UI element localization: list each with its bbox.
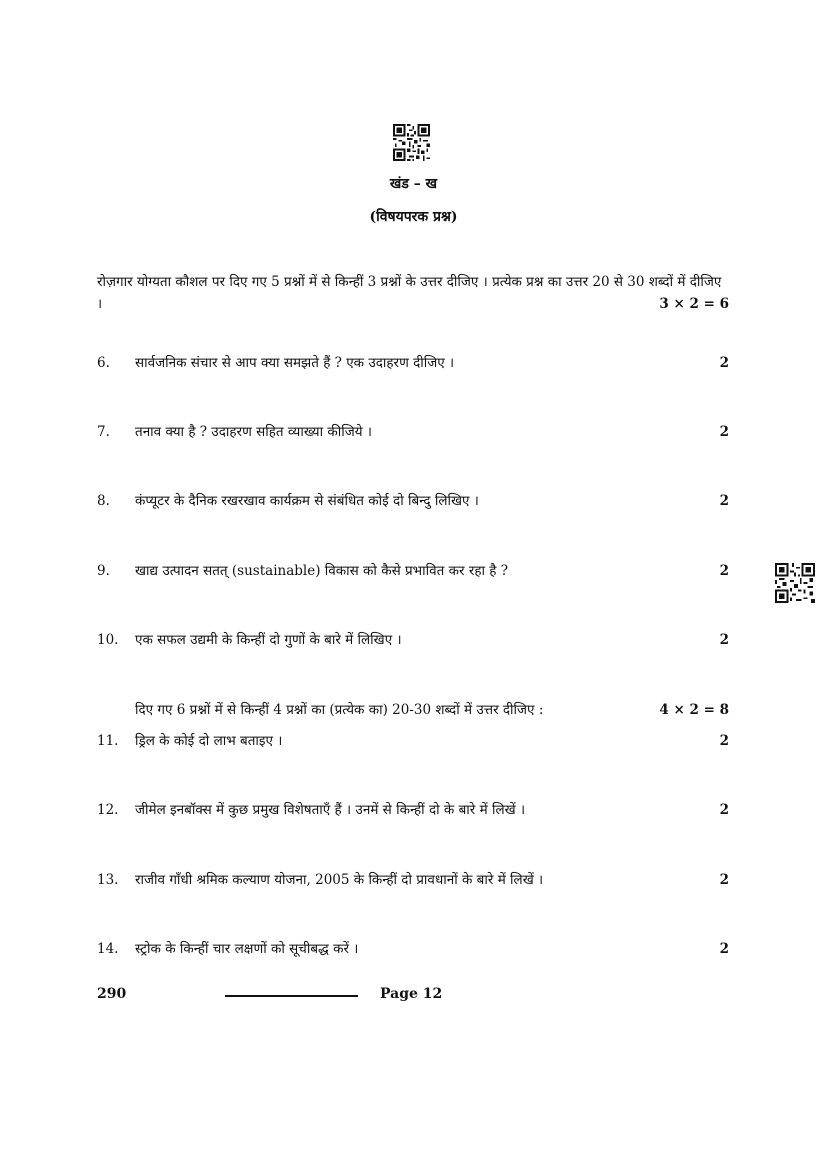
question-marks: 2: [719, 355, 729, 371]
question-number: 7.: [97, 424, 110, 440]
question-item: [97, 870, 729, 890]
question-number: 11.: [97, 733, 119, 749]
question-text: स्ट्रोक के किन्हीं चार लक्षणों को सूचीबद्ध करें ।: [135, 941, 359, 957]
question-text: कंप्यूटर के दैनिक रखरखाव कार्यक्रम से संबंधित कोई दो बिन्दु लिखिए ।: [135, 493, 479, 509]
question-item: [97, 731, 729, 751]
instruction-marks: 4 × 2 = 8: [659, 702, 729, 718]
question-number: 13.: [97, 872, 119, 888]
question-marks: 2: [719, 733, 729, 749]
question-marks: 2: [719, 493, 729, 509]
question-item: [97, 939, 729, 959]
question-number: 10.: [97, 632, 119, 648]
question-marks: 2: [719, 563, 729, 579]
instruction-text: रोज़गार योग्यता कौशल पर दिए गए 5 प्रश्नों में से किन्हीं 3 प्रश्नों के उत्तर दीजिए । प्रत्येक प्रश्न का उत्तर 20 से 30 शब्दों में दीजिए ।: [97, 274, 722, 312]
qr-code-icon: [775, 563, 815, 603]
question-text: सार्वजनिक संचार से आप क्या समझते हैं ? एक उदाहरण दीजिए ।: [135, 355, 455, 371]
question-text: एक सफल उद्यमी के किन्हीं दो गुणों के बारे में लिखिए ।: [135, 632, 402, 648]
question-number: 12.: [97, 802, 119, 818]
question-marks: 2: [719, 941, 729, 957]
question-item: [97, 561, 729, 581]
question-marks: 2: [719, 424, 729, 440]
question-number: 9.: [97, 563, 110, 579]
section-instruction: [135, 700, 729, 720]
qr-code-icon: [393, 124, 430, 161]
paper-code: 290: [97, 986, 127, 1002]
question-text: खाद्य उत्पादन सतत् (sustainable) विकास को कैसे प्रभावित कर रहा है ?: [135, 563, 508, 579]
question-item: [97, 800, 729, 820]
instruction-marks: 3 × 2 = 6: [659, 296, 729, 312]
page-number: Page 12: [380, 986, 443, 1002]
question-marks: 2: [719, 802, 729, 818]
question-number: 6.: [97, 355, 110, 371]
question-text: तनाव क्या है ? उदाहरण सहित व्याख्या कीजिये ।: [135, 424, 372, 440]
question-text: राजीव गाँधी श्रमिक कल्याण योजना, 2005 के किन्हीं दो प्रावधानों के बारे में लिखें ।: [135, 872, 544, 888]
instruction-text: दिए गए 6 प्रश्नों में से किन्हीं 4 प्रश्नों का (प्रत्येक का) 20-30 शब्दों में उत्तर दीजिए :: [135, 702, 544, 718]
question-item: [97, 630, 729, 650]
question-item: [97, 491, 729, 511]
question-marks: 2: [719, 872, 729, 888]
section-title: खंड – ख: [389, 176, 438, 192]
footer-divider: [225, 995, 358, 997]
question-marks: 2: [719, 632, 729, 648]
question-text: ड्रिल के कोई दो लाभ बताइए ।: [135, 733, 283, 749]
question-number: 8.: [97, 493, 110, 509]
section-subtitle: (विषयपरक प्रश्न): [369, 209, 458, 225]
question-item: [97, 422, 729, 442]
question-number: 14.: [97, 941, 119, 957]
question-text: जीमेल इनबॉक्स में कुछ प्रमुख विशेषताएँ हैं । उनमें से किन्हीं दो के बारे में लिखें ।: [135, 802, 526, 818]
question-item: [97, 353, 729, 373]
section-instruction: [97, 271, 729, 315]
